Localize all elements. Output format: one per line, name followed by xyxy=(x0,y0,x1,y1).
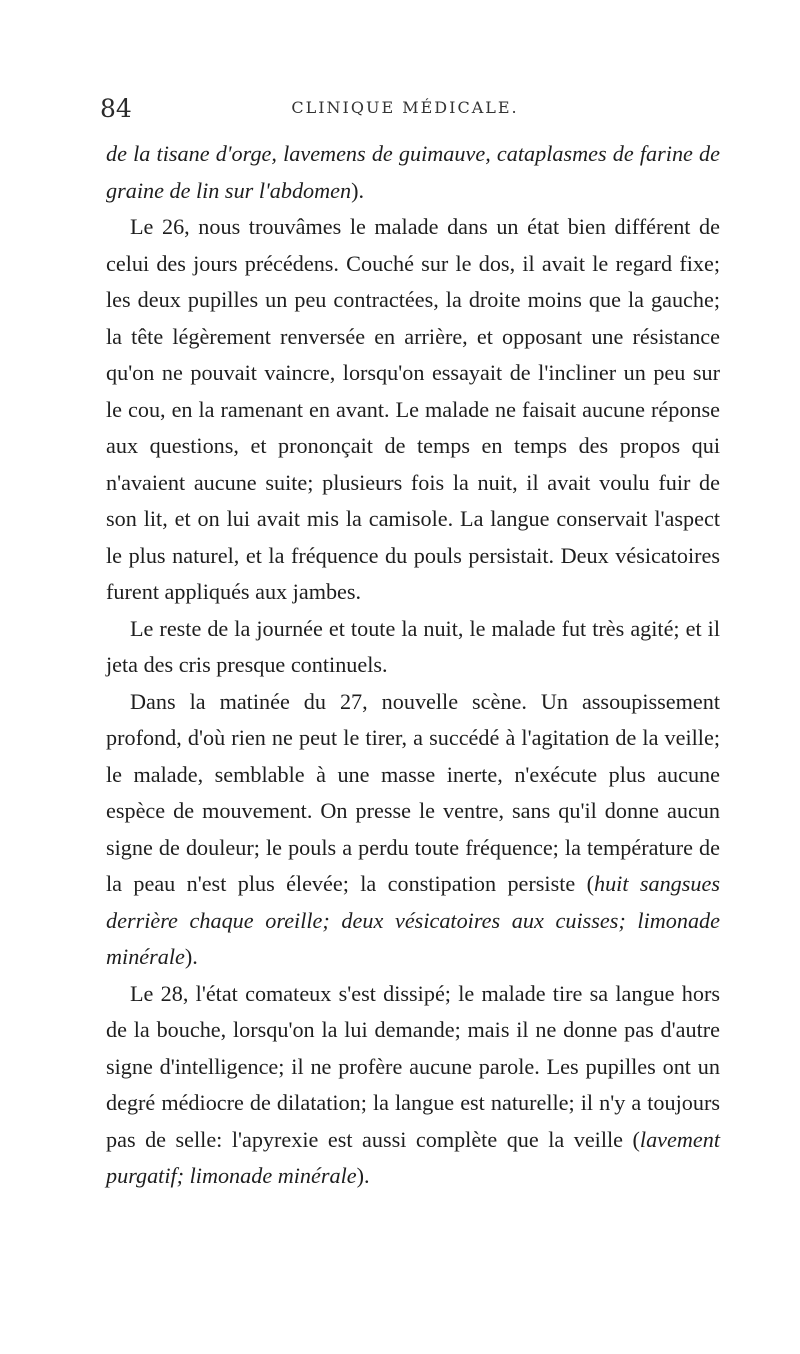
paragraph xyxy=(106,136,720,209)
body-text xyxy=(106,136,720,1195)
paragraph xyxy=(106,209,720,611)
italic-segment: lavement purgatif; limonade minérale xyxy=(106,1126,720,1188)
paragraph xyxy=(106,976,720,1195)
page-header xyxy=(100,94,710,124)
running-head: CLINIQUE MÉDICALE. xyxy=(291,98,519,117)
text-segment: Le 26, nous trouvâmes le malade dans un état bien différent de celui des jours précédens. Couché sur le dos, il avait le regard fixe; les deux pupilles un peu contractées, la droite moins que la gauche; la tête légèrement renversée en arrière, et opposant une résistance qu'on ne pouvait vaincre, lorsqu'on essayait de l'incliner un peu sur le cou, en la ramenant en avant. Le malade ne faisait aucune réponse aux questions, et prononçait de temps en temps des propos qui n'avaient aucune suite; plusieurs fois la nuit, il avait voulu fuir de son lit, et on lui avait mis la camisole. La langue conservait l'aspect le plus naturel, et la fréquence du pouls persistait. Deux vésicatoires furent appliqués aux jambes. xyxy=(106,214,720,604)
paragraph xyxy=(106,684,720,976)
text-segment: ). xyxy=(356,1163,370,1188)
text-segment: Dans la matinée du 27, nouvelle scène. Un assoupissement profond, d'où rien ne peut le tirer, a succédé à l'agitation de la veille; le malade, semblable à une masse inerte, n'exécute plus aucune espèce de mouvement. On presse le ventre, sans qu'il donne aucun signe de douleur; le pouls a perdu toute fréquence; la température de la peau n'est plus élevée; la constipation persiste ( xyxy=(106,688,720,896)
text-segment: ). xyxy=(184,944,198,969)
paragraph xyxy=(106,611,720,684)
page-number: 84 xyxy=(100,94,132,123)
italic-segment: huit sangsues derrière chaque oreille; deux vésicatoires aux cuisses; limonade minérale xyxy=(106,871,720,969)
text-segment: Le 28, l'état comateux s'est dissipé; le malade tire sa langue hors de la bouche, lorsqu'on la lui demande; mais il ne donne pas d'autre signe d'intelligence; il ne profère aucune parole. Les pupilles ont un degré médiocre de dilatation; la langue est naturelle; il n'y a toujours pas de selle: l'apyrexie est aussi complète que la veille ( xyxy=(106,980,720,1152)
text-segment: ). xyxy=(351,177,365,203)
italic-segment: de la tisane d'orge, lavemens de guimauve, cataplasmes de farine de graine de lin sur l'abdomen xyxy=(106,141,720,203)
text-segment: Le reste de la journée et toute la nuit, le malade fut très agité; et il jeta des cris presque continuels. xyxy=(106,615,720,677)
